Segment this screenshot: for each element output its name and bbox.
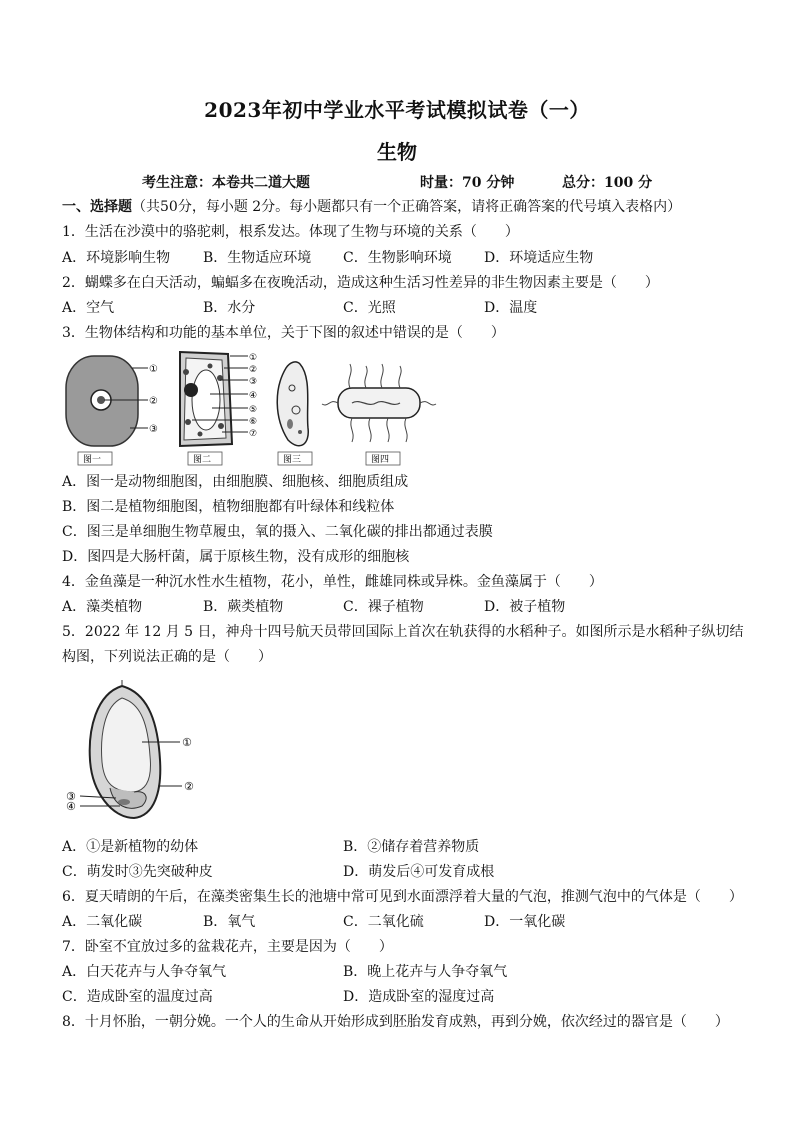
q7-stem: 7．卧室不宜放过多的盆栽花卉，主要是因为（ ） — [62, 939, 393, 955]
exam-notice: 考生注意：本卷共二道大题 — [142, 175, 310, 191]
paramecium-illustration — [277, 362, 312, 465]
q5-option-c: C．萌发时③先突破种皮 — [62, 864, 213, 880]
exam-title: 2023年初中学业水平考试模拟试卷（一） — [204, 98, 590, 122]
q1-option-c: C．生物影响环境 — [343, 250, 452, 266]
q5-stem-line2: 构图，下列说法正确的是（ ） — [62, 649, 272, 665]
q1-option-a: A．环境影响生物 — [62, 250, 171, 266]
fig2-caption: 图二 — [193, 455, 212, 465]
q2-option-d: D．温度 — [484, 300, 538, 316]
q6-option-b: B．氧气 — [203, 914, 256, 930]
q3-option-b: B．图二是植物细胞图，植物细胞都有叶绿体和线粒体 — [62, 499, 395, 515]
q7-option-b: B．晚上花卉与人争夺氧气 — [343, 964, 508, 980]
q5-rice-seed-figure — [62, 680, 212, 825]
q7-option-d: D．造成卧室的湿度过高 — [343, 989, 495, 1005]
section1-desc: （共50分，每小题 2分。每小题都只有一个正确答案，请将正确答案的代号填入表格内） — [132, 199, 682, 215]
section1-title: 一、选择题 — [62, 199, 132, 215]
section1-heading — [62, 198, 681, 216]
q3-cell-figures — [60, 348, 440, 466]
animal-cell-illustration — [66, 356, 158, 465]
fig3-caption: 图三 — [283, 455, 302, 465]
fig2-num-5: ⑤ — [249, 405, 258, 415]
q5-option-b: B．②储存着营养物质 — [343, 839, 480, 855]
fig2-num-2: ② — [249, 365, 258, 375]
q4-stem: 4．金鱼藻是一种沉水性水生植物，花小，单性，雌雄同株或异株。金鱼藻属于（ ） — [62, 574, 603, 590]
q3-option-a: A．图一是动物细胞图，由细胞膜、细胞核、细胞质组成 — [62, 474, 409, 490]
seed-num-2: ② — [184, 780, 194, 793]
fig2-num-3: ③ — [249, 377, 258, 387]
q3-stem: 3．生物体结构和功能的基本单位，关于下图的叙述中错误的是（ ） — [62, 325, 505, 341]
seed-num-1: ① — [182, 736, 192, 749]
q5-option-d: D．萌发后④可发育成根 — [343, 864, 495, 880]
q2-stem: 2．蝴蝶多在白天活动，蝙蝠多在夜晚活动，造成这种生活习性差异的非生物因素主要是（ ） — [62, 275, 659, 291]
q7-option-a: A．白天花卉与人争夺氧气 — [62, 964, 227, 980]
fig2-num-6: ⑥ — [249, 417, 258, 427]
q5-option-a: A．①是新植物的幼体 — [62, 839, 199, 855]
seed-num-4: ④ — [66, 800, 76, 813]
fig4-caption: 图四 — [371, 455, 390, 465]
q2-option-a: A．空气 — [62, 300, 115, 316]
q6-option-d: D．一氧化碳 — [484, 914, 566, 930]
fig1-num-1: ① — [149, 364, 158, 375]
q4-option-d: D．被子植物 — [484, 599, 566, 615]
plant-cell-illustration — [180, 352, 257, 465]
fig2-num-4: ④ — [249, 391, 258, 401]
q1-option-b: B．生物适应环境 — [203, 250, 312, 266]
q2-option-c: C．光照 — [343, 300, 396, 316]
q7-option-c: C．造成卧室的温度过高 — [62, 989, 213, 1005]
exam-total: 总分：100 分 — [562, 175, 653, 191]
fig2-num-7: ⑦ — [249, 429, 258, 439]
exam-time: 时量：70 分钟 — [420, 175, 515, 191]
q6-option-c: C．二氧化硫 — [343, 914, 424, 930]
fig1-num-2: ② — [149, 396, 158, 407]
q6-stem: 6．夏天晴朗的午后，在藻类密集生长的池塘中常可见到水面漂浮着大量的气泡，推测气泡中的气体是（ ） — [62, 889, 743, 905]
q1-option-d: D．环境适应生物 — [484, 250, 594, 266]
seed-num-3: ③ — [66, 790, 76, 803]
q2-option-b: B．水分 — [203, 300, 256, 316]
fig1-num-3: ③ — [149, 424, 158, 435]
fig1-caption: 图一 — [83, 455, 102, 465]
q3-option-c: C．图三是单细胞生物草履虫，氧的摄入、二氧化碳的排出都通过表膜 — [62, 524, 493, 540]
q4-option-c: C．裸子植物 — [343, 599, 424, 615]
q5-stem-line1: 5．2022 年 12 月 5 日，神舟十四号航天员带回国际上首次在轨获得的水稻种子。如图所示是水稻种子纵切结 — [62, 624, 744, 640]
q1-stem: 1．生活在沙漠中的骆驼刺，根系发达。体现了生物与环境的关系（ ） — [62, 224, 519, 240]
q4-option-a: A．藻类植物 — [62, 599, 143, 615]
subject-title: 生物 — [377, 140, 417, 164]
q3-option-d: D．图四是大肠杆菌，属于原核生物，没有成形的细胞核 — [62, 549, 410, 565]
rice-seed-illustration — [66, 680, 194, 818]
q8-stem: 8．十月怀胎，一朝分娩。一个人的生命从开始形成到胚胎发育成熟，再到分娩，依次经过的器官是（ ） — [62, 1014, 729, 1030]
q6-option-a: A．二氧化碳 — [62, 914, 143, 930]
q4-option-b: B．蕨类植物 — [203, 599, 284, 615]
bacterium-illustration — [322, 364, 436, 465]
fig2-num-1: ① — [249, 353, 258, 363]
